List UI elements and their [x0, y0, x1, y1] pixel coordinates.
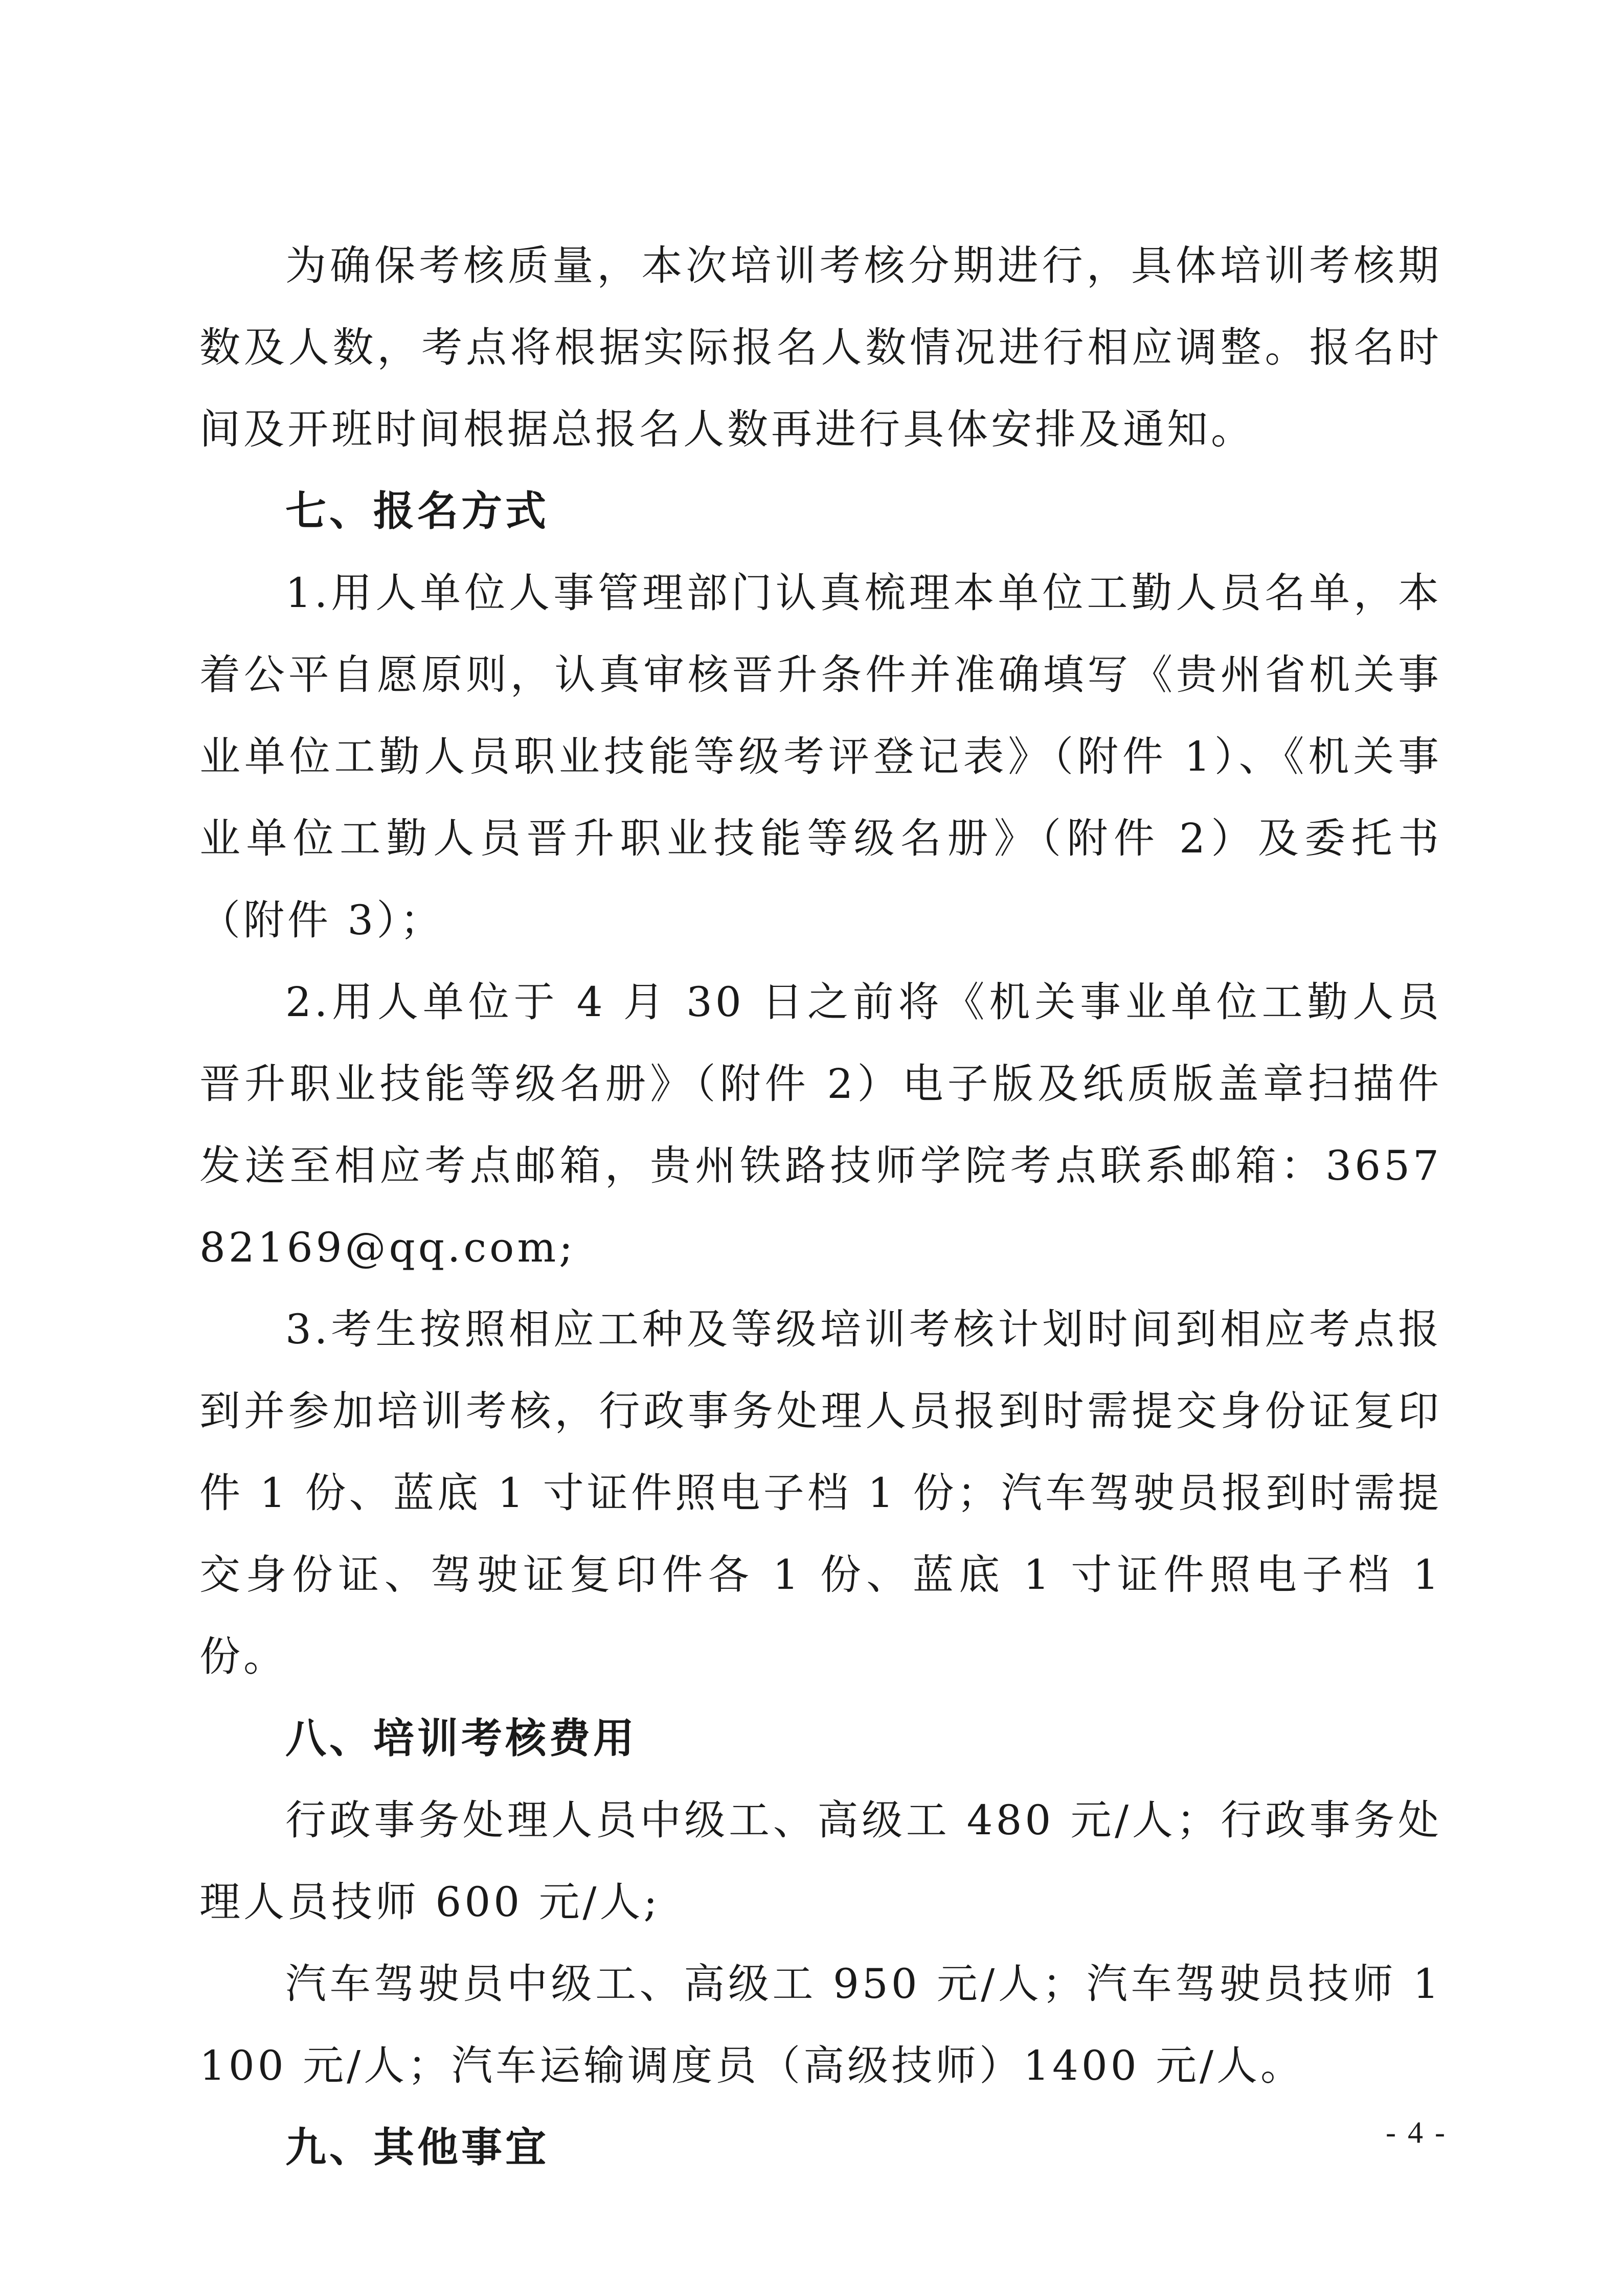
- document-body: [199, 225, 1442, 2189]
- section-9-heading: 九、其他事宜: [285, 2124, 549, 2171]
- section-8-heading: 八、培训考核费用: [285, 1715, 637, 1762]
- section-7-item-1: 1.用人单位人事管理部门认真梳理本单位工勤人员名单，本着公平自愿原则，认真审核晋升条件并准确填写《贵州省机关事业单位工勤人员职业技能等级考评登记表》（附件 1）、《机关事业单位工勤人员晋升职业技能等级名册》（附件 2）及委托书（附件 3）；: [199, 569, 1442, 944]
- page-number: - 4 -: [1386, 2116, 1447, 2149]
- section-7-item-3: 3.考生按照相应工种及等级培训考核计划时间到相应考点报到并参加培训考核，行政事务处理人员报到时需提交身份证复印件 1 份、蓝底 1 寸证件照电子档 1 份；汽车驾驶员报到时需提交身份证、驾驶证复印件各 1 份、蓝底 1 寸证件照电子档 1 份。: [199, 1306, 1442, 1680]
- intro-paragraph: 为确保考核质量，本次培训考核分期进行，具体培训考核期数及人数，考点将根据实际报名人数情况进行相应调整。报名时间及开班时间根据总报名人数再进行具体安排及通知。: [199, 242, 1442, 453]
- section-8-fee-2: 汽车驾驶员中级工、高级工 950 元/人；汽车驾驶员技师 1100 元/人；汽车运输调度员（高级技师）1400 元/人。: [199, 1960, 1442, 2089]
- section-8-fee-1: 行政事务处理人员中级工、高级工 480 元/人；行政事务处理人员技师 600 元/人;: [199, 1796, 1442, 1926]
- section-7-heading: 七、报名方式: [285, 487, 549, 535]
- section-7-item-2: 2.用人单位于 4 月 30 日之前将《机关事业单位工勤人员晋升职业技能等级名册》（附件 2）电子版及纸质版盖章扫描件发送至相应考点邮箱，贵州铁路技师学院考点联系邮箱：365782169@qq.com;: [199, 978, 1442, 1271]
